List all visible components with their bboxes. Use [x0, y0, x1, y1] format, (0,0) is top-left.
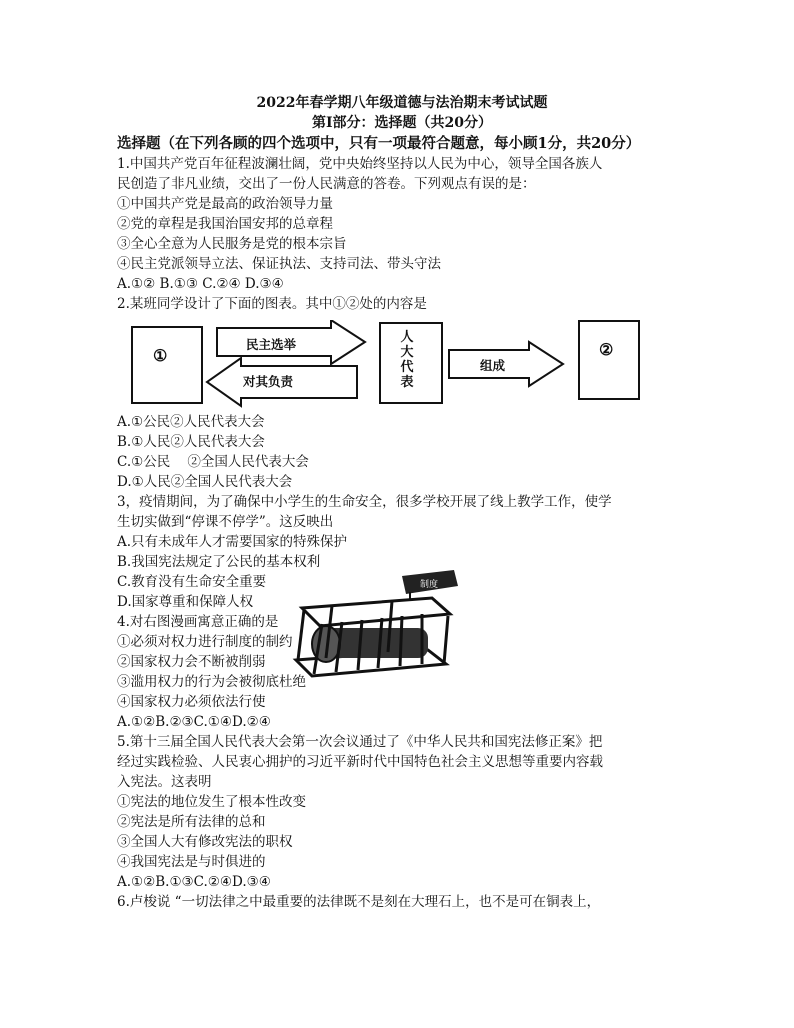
diagram-box-3 — [578, 320, 640, 400]
q2-option-c: C.①公民 ②全国人民代表大会 — [117, 454, 309, 470]
q2-option-a: A.①公民②人民代表大会 — [117, 414, 265, 430]
diagram-box-2-label: 人大代表 — [400, 330, 414, 390]
q4-option-2: ②国家权力会不断被削弱 — [117, 654, 266, 670]
section-heading: 选择题（在下列各顾的四个选项中，只有一项最符合题意，每小顾1分，共20分） — [117, 135, 641, 152]
q1-stem-line-1: 1.中国共产党百年征程波澜壮阔，党中央始终坚持以人民为中心，领导全国各族人 — [117, 156, 603, 172]
q3-option-a: A.只有未成年人才需要国家的特殊保护 — [117, 534, 348, 550]
q5-stem-line-2: 经过实践检验、人民衷心拥护的习近平新时代中国特色社会主义思想等重要内容载 — [117, 754, 603, 770]
cage-cartoon — [282, 568, 462, 678]
arrow-responsible-label: 对其负责 — [243, 374, 294, 389]
q3-option-c: C.教育没有生命安全重要 — [117, 574, 267, 590]
q4-answer-choices: A.①②B.②③C.①④D.②④ — [117, 714, 271, 730]
q1-stem-line-2: 民创造了非凡业绩，交出了一份人民满意的答卷。下列观点有误的是： — [117, 176, 536, 192]
q5-option-3: ③全国人大有修改宪法的职权 — [117, 834, 293, 850]
q6-stem-line-1: 6.卢梭说 “一切法律之中最重要的法律既不是刻在大理石上，也不是可在铜表上， — [117, 894, 601, 910]
diagram-box-3-label: ② — [599, 340, 614, 359]
q1-option-2: ②党的章程是我国治国安邦的总章程 — [117, 216, 333, 232]
question-1 — [117, 154, 687, 294]
q2-option-b: B.①人民②人民代表大会 — [117, 434, 265, 450]
arrow-election-label: 民主选举 — [246, 337, 297, 352]
question-2 — [117, 294, 687, 492]
question-5 — [117, 732, 687, 892]
q2-diagram — [117, 320, 687, 412]
diagram-box-1-label: ① — [153, 346, 168, 365]
q4-option-4: ④国家权力必须依法行使 — [117, 694, 266, 710]
arrow-compose — [449, 342, 563, 386]
q1-option-4: ④民主党派领导立法、保证执法、支持司法、带头守法 — [117, 256, 441, 272]
q5-option-2: ②宪法是所有法律的总和 — [117, 814, 266, 830]
q4-option-3: ③滥用权力的行为会被彻底杜绝 — [117, 674, 306, 690]
q5-stem-line-1: 5.第十三届全国人民代表大会第一次会议通过了《中华人民共和国宪法修正案》把 — [117, 734, 603, 750]
q3-option-b: B.我国宪法规定了公民的基本权利 — [117, 554, 321, 570]
q4-option-1: ①必须对权力进行制度的制约 — [117, 634, 293, 650]
q3-option-d: D.国家尊重和保障人权 — [117, 594, 254, 610]
q2-option-d: D.①人民②全国人民代表大会 — [117, 474, 293, 490]
q5-option-1: ①宪法的地位发生了根本性改变 — [117, 794, 306, 810]
q1-option-3: ③全心全意为人民服务是党的根本宗旨 — [117, 236, 347, 252]
diagram-box-1 — [131, 326, 203, 404]
arrow-compose-label: 组成 — [480, 358, 506, 373]
part-heading: 第Ⅰ部分：选择题（共20分） — [311, 115, 493, 131]
q5-answer-choices: A.①②B.①③C.②④D.③④ — [117, 874, 271, 890]
q4-stem: 4.对右图漫画寓意正确的是 — [117, 614, 279, 630]
q1-option-1: ①中国共产党是最高的政治领导力量 — [117, 196, 333, 212]
q5-option-4: ④我国宪法是与时俱进的 — [117, 854, 266, 870]
q3-stem-line-2: 生切实做到“停课不停学”。这反映出 — [117, 514, 334, 530]
exam-title: 2022年春学期八年级道德与法治期末考试试题 — [256, 95, 548, 111]
q3-stem-line-1: 3，疫情期间，为了确保中小学生的生命安全，很多学校开展了线上教学工作，使学 — [117, 494, 612, 510]
q5-stem-line-3: 入宪法。这表明 — [117, 774, 212, 790]
q1-answer-choices: A.①② B.①③ C.②④ D.③④ — [117, 276, 284, 292]
q2-stem: 2.某班同学设计了下面的图表。其中①②处的内容是 — [117, 296, 427, 312]
question-6 — [117, 892, 687, 912]
cartoon-sign-text: 制度 — [420, 580, 439, 590]
exam-page — [117, 93, 687, 912]
